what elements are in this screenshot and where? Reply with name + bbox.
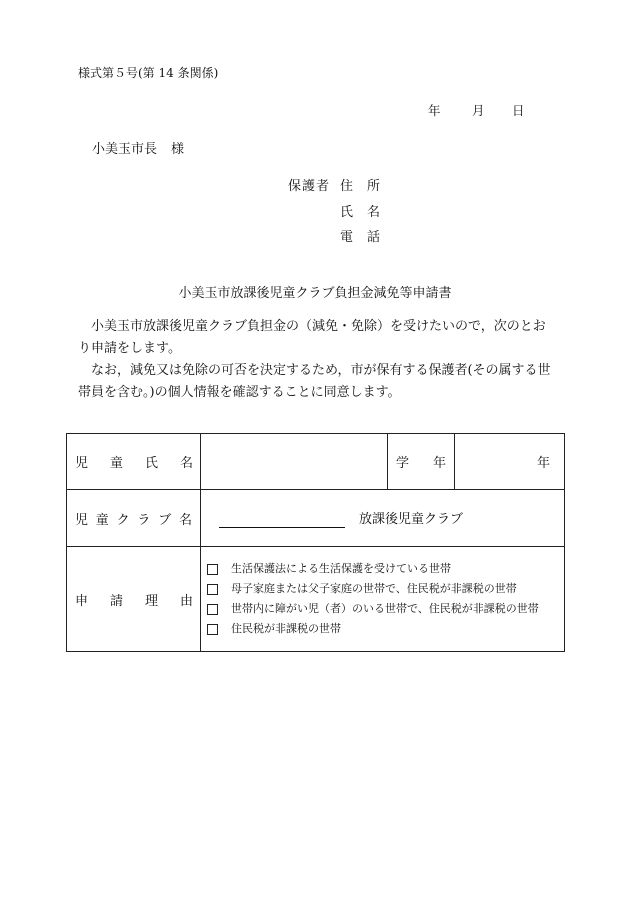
guardian-label: 保護者 — [288, 179, 331, 194]
guardian-name-label: 氏名 — [340, 205, 395, 220]
checkbox[interactable] — [207, 604, 218, 615]
body-paragraph-2: なお，減免又は免除の可否を決定するため，市が保有する保護者(その属する世帯員を含む。)の個人情報を確認することに同意します。 — [78, 363, 551, 400]
club-suffix: 放課後児童クラブ — [359, 512, 464, 527]
child-name-field[interactable] — [201, 434, 388, 490]
club-name-blank[interactable] — [219, 511, 345, 528]
reason-row — [67, 547, 565, 652]
guardian-address-label: 住所 — [340, 179, 395, 194]
grade-field[interactable] — [455, 434, 565, 490]
reason-option[interactable] — [207, 579, 564, 599]
checkbox[interactable] — [207, 624, 218, 635]
club-name-label: 児 童 ク ラ ブ 名 — [67, 490, 201, 547]
checkbox[interactable] — [207, 564, 218, 575]
addressee-honorific: 様 — [171, 142, 185, 157]
body-text — [78, 316, 558, 404]
guardian-phone-label: 電話 — [340, 230, 395, 245]
reason-option[interactable] — [207, 599, 564, 619]
body-paragraph-1: 小美玉市放課後児童クラブ負担金の（減免・免除）を受けたいので，次のとおり申請をします。 — [78, 319, 546, 356]
reason-option[interactable] — [207, 559, 564, 579]
grade-suffix: 年 — [536, 456, 550, 471]
date-day: 日 — [512, 103, 525, 118]
checkbox[interactable] — [207, 584, 218, 595]
reason-text: 生活保護法による生活保護を受けている世帯 — [231, 562, 451, 575]
club-name-field[interactable] — [201, 490, 565, 547]
child-name-row — [67, 434, 565, 490]
reason-options — [201, 547, 565, 652]
date-month: 月 — [472, 103, 485, 118]
reason-text: 母子家庭または父子家庭の世帯で、住民税が非課税の世帯 — [231, 582, 517, 595]
addressee-name: 小美玉市長 — [92, 142, 158, 157]
reason-text: 住民税が非課税の世帯 — [231, 622, 341, 635]
grade-label: 学 年 — [388, 434, 455, 490]
child-name-label: 児 童 氏 名 — [67, 434, 201, 490]
reason-label: 申 請 理 由 — [67, 547, 201, 652]
document-title: 小美玉市放課後児童クラブ負担金減免等申請書 — [178, 286, 452, 301]
form-number: 様式第５号(第 14 条関係) — [78, 66, 219, 80]
club-name-row — [67, 490, 565, 547]
addressee — [92, 138, 184, 157]
reason-text: 世帯内に障がい児（者）のいる世帯で、住民税が非課税の世帯 — [231, 602, 539, 615]
application-table — [66, 433, 565, 652]
reason-option[interactable] — [207, 619, 564, 639]
date-year: 年 — [428, 103, 441, 118]
